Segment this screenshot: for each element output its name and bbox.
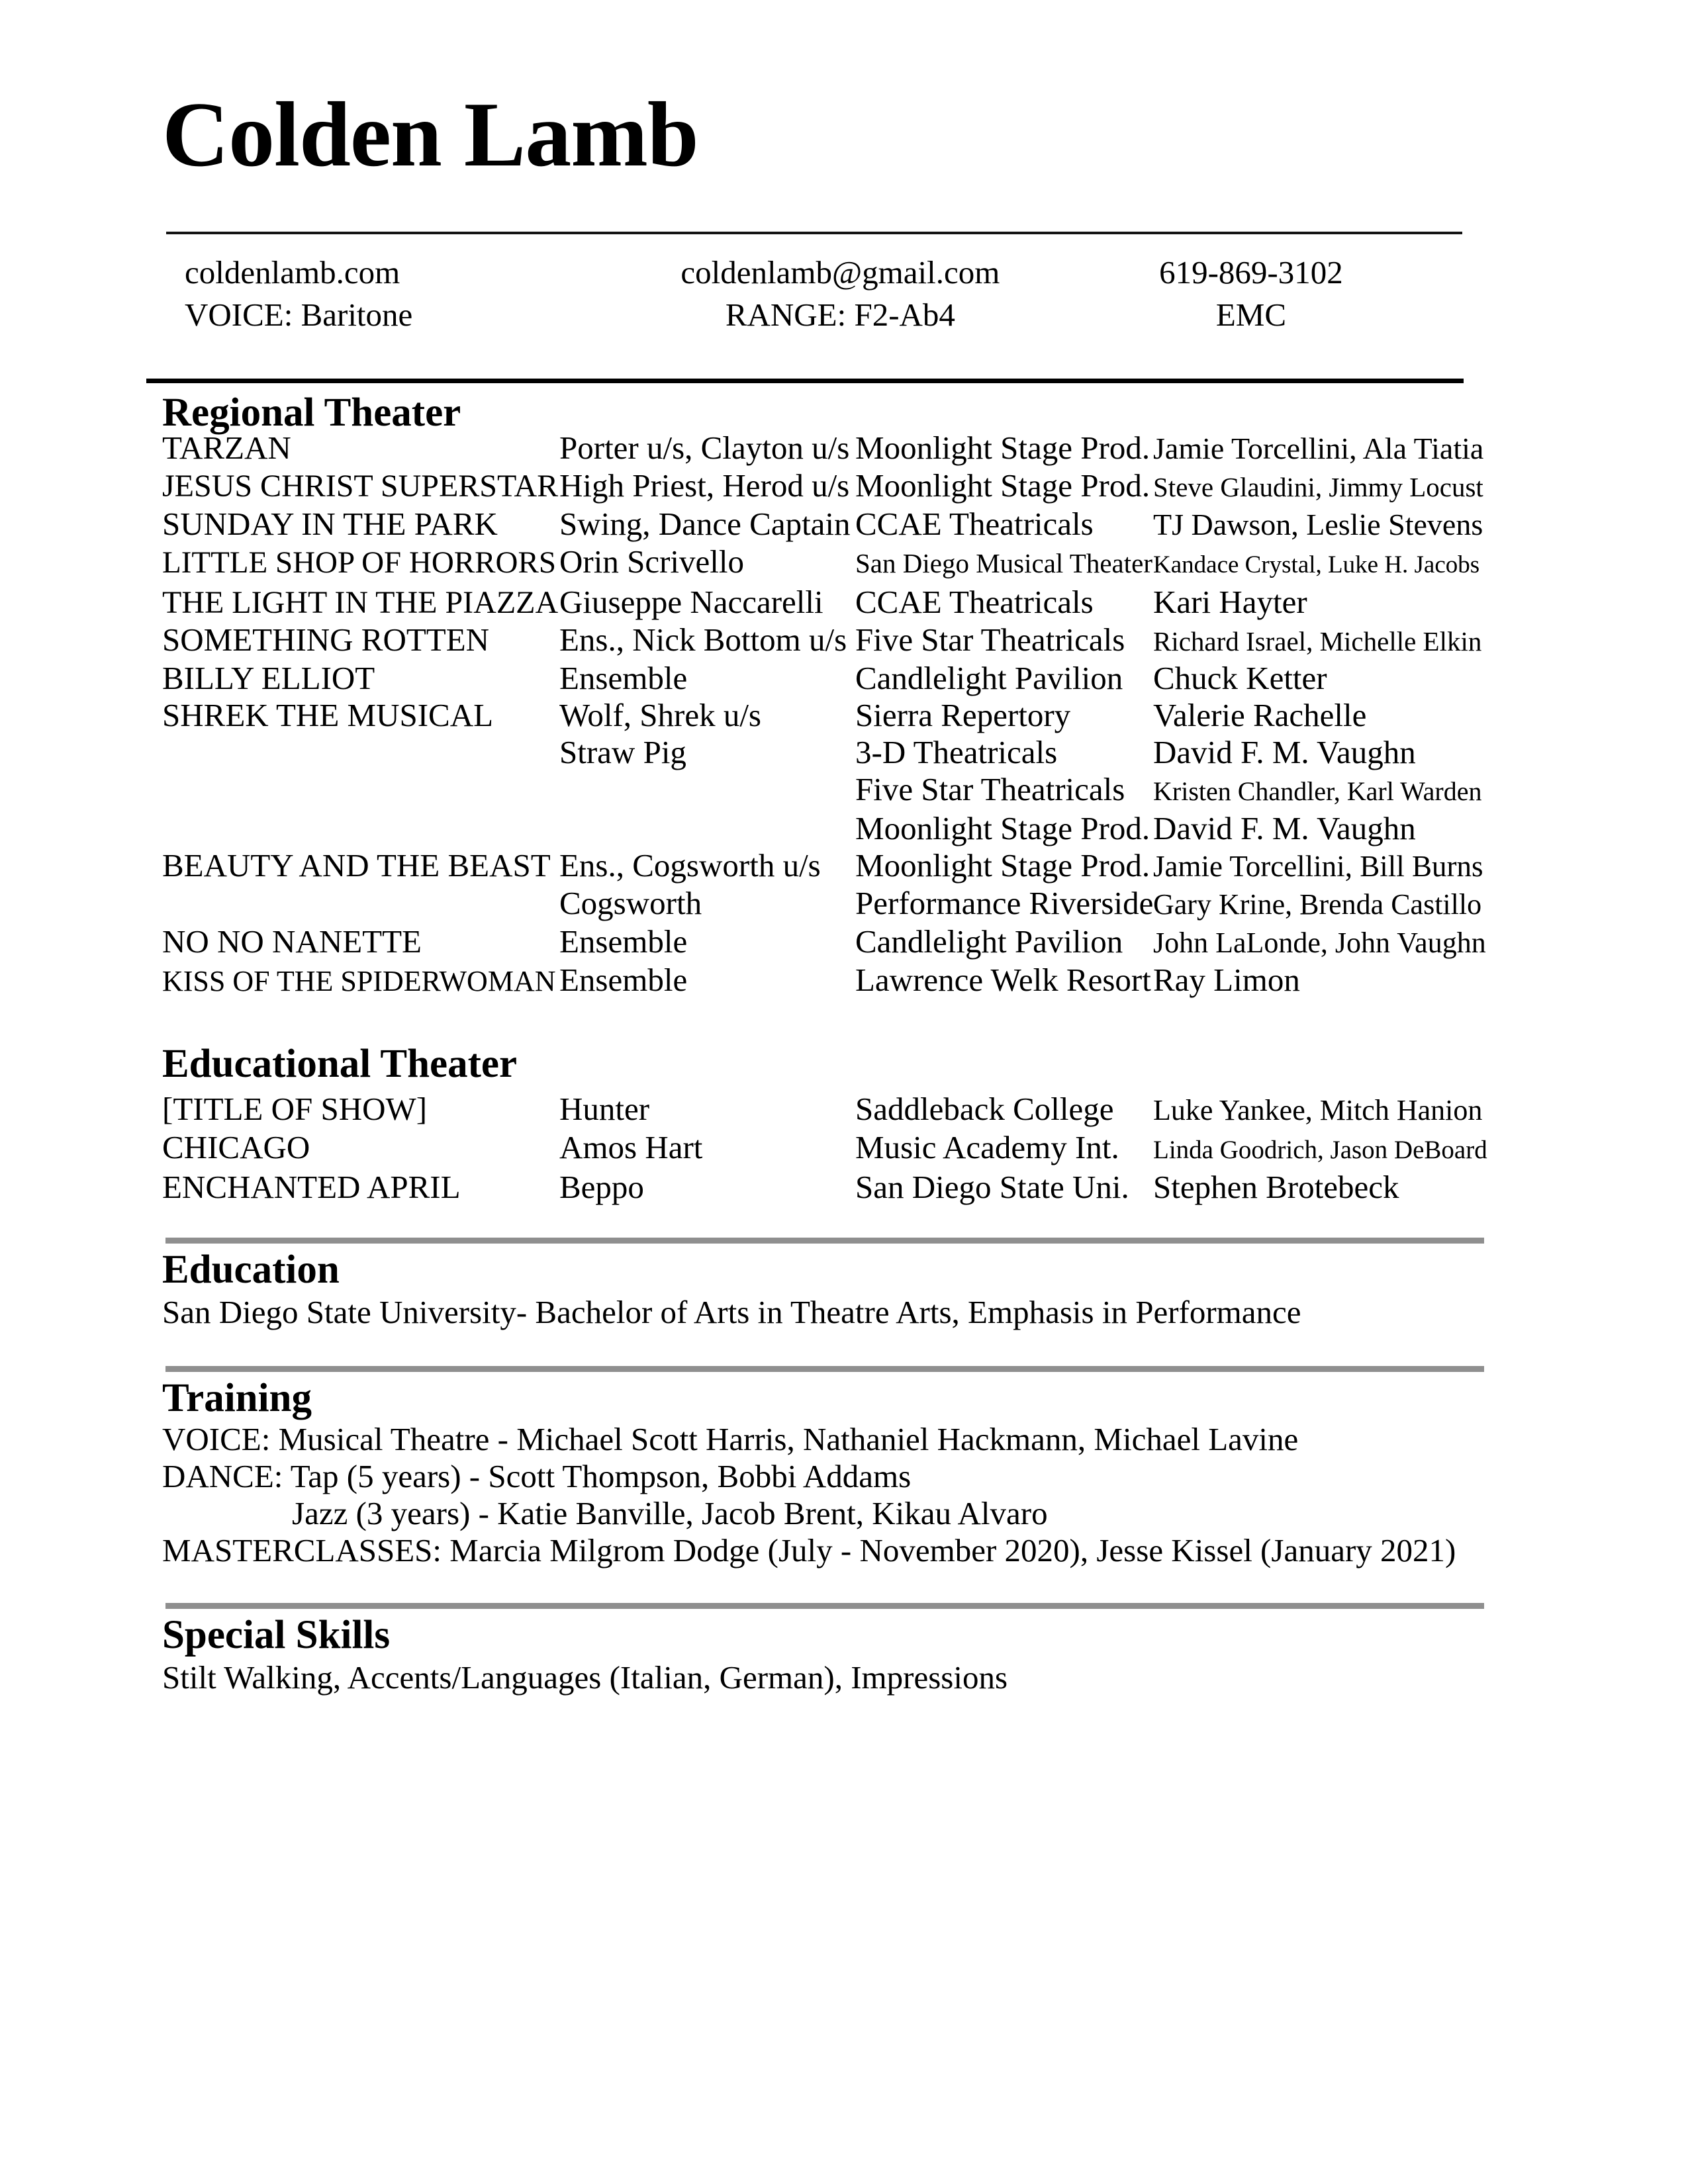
- credit-directors: Steve Glaudini, Jimmy Locust: [1153, 472, 1483, 502]
- section-title-education: Education: [162, 1248, 340, 1292]
- credit-directors: Valerie Rachelle: [1153, 697, 1367, 733]
- credit-theater: Moonlight Stage Prod.: [855, 467, 1150, 504]
- credit-directors: Kari Hayter: [1153, 584, 1307, 620]
- education-detail: [162, 1294, 1466, 1331]
- credit-row: [162, 734, 1466, 771]
- special-skills-detail: [162, 1659, 1466, 1696]
- section-title-training: Training: [162, 1376, 312, 1420]
- training-line: DANCE: Tap (5 years) - Scott Thompson, Bobbi Addams: [162, 1458, 912, 1494]
- contact-block: [162, 251, 1466, 336]
- contact-divider: [146, 379, 1464, 383]
- credit-show: JESUS CHRIST SUPERSTAR: [162, 469, 559, 504]
- email-text: coldenlamb@gmail.com: [680, 254, 1000, 291]
- credit-theater: Lawrence Welk Resort: [855, 962, 1151, 998]
- credit-theater: Five Star Theatricals: [855, 771, 1125, 807]
- credit-role: Porter u/s, Clayton u/s: [559, 430, 850, 466]
- credit-directors: Richard Israel, Michelle Elkin: [1153, 626, 1482, 657]
- credit-role: Cogsworth: [559, 885, 702, 921]
- credit-theater: Saddleback College: [855, 1091, 1114, 1127]
- regional-theater-credits: [162, 430, 1486, 1000]
- credit-row: [162, 771, 1482, 810]
- credit-directors: Kristen Chandler, Karl Warden: [1153, 776, 1482, 806]
- credit-role: Giuseppe Naccarelli: [559, 584, 823, 620]
- vocal-range-text: RANGE: F2-Ab4: [725, 296, 955, 333]
- credit-row: [162, 923, 1486, 962]
- credit-row: [162, 1091, 1483, 1129]
- credit-row: [162, 506, 1483, 543]
- credit-directors: Chuck Ketter: [1153, 660, 1327, 696]
- credit-role: [559, 771, 855, 810]
- special-skills-text: Stilt Walking, Accents/Languages (Italian, German), Impressions: [162, 1659, 1008, 1696]
- credit-show: TARZAN: [162, 430, 291, 466]
- credit-role: Wolf, Shrek u/s: [559, 697, 762, 733]
- credit-theater: San Diego State Uni.: [855, 1169, 1129, 1205]
- credit-role: Ens., Cogsworth u/s: [559, 847, 821, 884]
- phone-text: 619-869-3102: [1159, 254, 1343, 291]
- credit-theater: CCAE Theatricals: [855, 506, 1094, 542]
- training-list: [162, 1421, 1466, 1569]
- credit-directors: Jamie Torcellini, Bill Burns: [1153, 850, 1483, 883]
- credit-role: Beppo: [559, 1169, 644, 1205]
- credit-role: Swing, Dance Captain: [559, 506, 851, 542]
- credit-row: [162, 430, 1484, 467]
- credit-theater: Music Academy Int.: [855, 1129, 1119, 1165]
- credit-role: [559, 810, 855, 847]
- contact-row-1: [162, 251, 1466, 294]
- credit-directors: David F. M. Vaughn: [1153, 810, 1416, 846]
- credit-theater: 3-D Theatricals: [855, 734, 1058, 770]
- credit-show: SUNDAY IN THE PARK: [162, 506, 498, 542]
- credit-theater: Moonlight Stage Prod.: [855, 847, 1150, 884]
- section-divider: [165, 1366, 1484, 1372]
- credit-show: LITTLE SHOP OF HORRORS: [162, 545, 556, 580]
- credit-directors: Gary Krine, Brenda Castillo: [1153, 888, 1482, 921]
- credit-row: [162, 621, 1482, 660]
- credit-show: THE LIGHT IN THE PIAZZA: [162, 585, 559, 620]
- credit-theater: Five Star Theatricals: [855, 621, 1125, 658]
- credit-show: [162, 734, 559, 771]
- section-divider: [165, 1238, 1484, 1244]
- credit-row: [162, 543, 1480, 584]
- training-line: MASTERCLASSES: Marcia Milgrom Dodge (July - November 2020), Jesse Kissel (January 2021): [162, 1532, 1456, 1569]
- credit-row: [162, 1169, 1466, 1206]
- resume-name: Colden Lamb: [162, 83, 698, 186]
- credit-theater: Sierra Repertory: [855, 697, 1071, 733]
- contact-row-2: [162, 294, 1466, 336]
- credit-role: Ens., Nick Bottom u/s: [559, 621, 847, 658]
- voice-type-text: VOICE: Baritone: [185, 296, 413, 333]
- credit-theater: CCAE Theatricals: [855, 584, 1094, 620]
- credit-directors: David F. M. Vaughn: [1153, 734, 1416, 770]
- credit-row: [162, 697, 1466, 734]
- credit-show: [162, 771, 559, 810]
- credit-role: High Priest, Herod u/s: [559, 467, 850, 504]
- credit-show: KISS OF THE SPIDERWOMAN: [162, 965, 556, 997]
- educational-theater-credits: [162, 1091, 1487, 1206]
- credit-role: Ensemble: [559, 923, 688, 960]
- training-line: VOICE: Musical Theatre - Michael Scott Harris, Nathaniel Hackmann, Michael Lavine: [162, 1421, 1299, 1457]
- section-divider: [165, 1603, 1484, 1609]
- section-title-regional-theater: Regional Theater: [162, 390, 461, 435]
- credit-show: BILLY ELLIOT: [162, 660, 375, 696]
- credit-directors: Linda Goodrich, Jason DeBoard: [1153, 1136, 1487, 1164]
- credit-row: [162, 467, 1483, 506]
- credit-show: NO NO NANETTE: [162, 923, 422, 960]
- credit-row: [162, 885, 1482, 923]
- credit-show: SHREK THE MUSICAL: [162, 697, 494, 733]
- credit-directors: Stephen Brotebeck: [1153, 1169, 1399, 1205]
- credit-role: Ensemble: [559, 962, 688, 998]
- credit-show: SOMETHING ROTTEN: [162, 621, 490, 658]
- credit-directors: Ray Limon: [1153, 962, 1300, 998]
- credit-theater: Candlelight Pavilion: [855, 923, 1123, 960]
- credit-row: [162, 584, 1466, 621]
- credit-show: [TITLE OF SHOW]: [162, 1091, 428, 1127]
- section-title-special-skills: Special Skills: [162, 1613, 391, 1657]
- credit-role: Ensemble: [559, 660, 688, 696]
- credit-directors: Kandace Crystal, Luke H. Jacobs: [1153, 551, 1480, 578]
- credit-role: Hunter: [559, 1091, 650, 1127]
- credit-show: [162, 885, 559, 923]
- credit-theater: Candlelight Pavilion: [855, 660, 1123, 696]
- website-text: coldenlamb.com: [185, 254, 400, 291]
- credit-directors: TJ Dawson, Leslie Stevens: [1153, 508, 1483, 541]
- credit-directors: John LaLonde, John Vaughn: [1153, 927, 1486, 959]
- credit-show: ENCHANTED APRIL: [162, 1169, 461, 1205]
- credit-role: Orin Scrivello: [559, 543, 744, 580]
- credit-directors: Luke Yankee, Mitch Hanion: [1153, 1094, 1483, 1126]
- credit-show: CHICAGO: [162, 1129, 310, 1165]
- credit-row: [162, 1129, 1487, 1169]
- header-divider: [166, 232, 1462, 234]
- credit-row: [162, 810, 1466, 847]
- credit-directors: Jamie Torcellini, Ala Tiatia: [1153, 432, 1484, 465]
- credit-show: BEAUTY AND THE BEAST: [162, 847, 551, 884]
- credit-theater: Moonlight Stage Prod.: [855, 430, 1150, 466]
- credit-row: [162, 847, 1483, 885]
- section-title-educational-theater: Educational Theater: [162, 1042, 518, 1086]
- training-line: Jazz (3 years) - Katie Banville, Jacob Brent, Kikau Alvaro: [292, 1495, 1048, 1531]
- credit-theater: Moonlight Stage Prod.: [855, 810, 1150, 846]
- education-detail-text: San Diego State University- Bachelor of Arts in Theatre Arts, Emphasis in Performance: [162, 1294, 1301, 1330]
- credit-row: [162, 660, 1466, 697]
- credit-role: Straw Pig: [559, 734, 686, 770]
- credit-show: [162, 810, 559, 847]
- credit-theater: Performance Riverside: [855, 885, 1154, 921]
- union-status-text: EMC: [1215, 296, 1287, 333]
- credit-role: Amos Hart: [559, 1129, 703, 1165]
- credit-theater: San Diego Musical Theater: [855, 548, 1152, 578]
- credit-row: [162, 962, 1466, 1000]
